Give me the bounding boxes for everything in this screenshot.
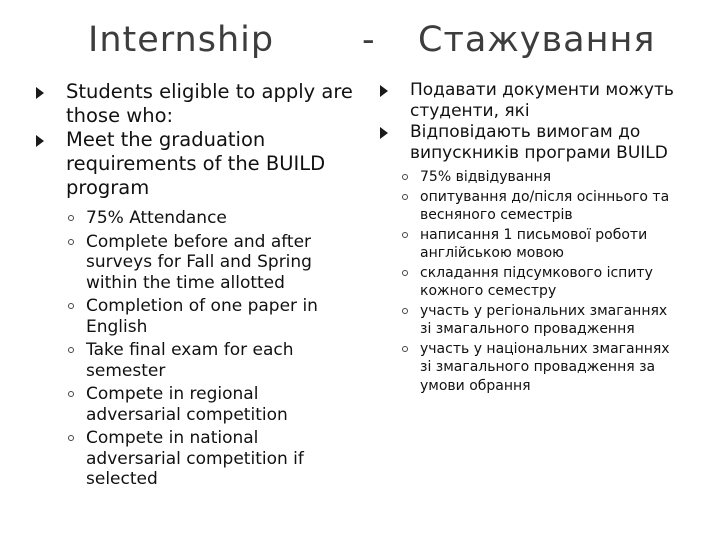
bullet-eligibility [36, 80, 356, 128]
list-item [400, 340, 680, 396]
requirements-list-ua [380, 168, 680, 395]
ring-bullet-icon [402, 232, 408, 238]
list-item [400, 168, 680, 187]
ring-bullet-icon [402, 194, 408, 200]
list-item-text: Complete before and after surveys for Fall and Spring within the time allotted [86, 231, 312, 293]
ring-bullet-icon [68, 347, 74, 353]
list-item [400, 264, 680, 301]
list-item [66, 232, 356, 294]
list-item [66, 384, 356, 425]
title-english: Internship [88, 20, 275, 60]
list-item-text: 75% Attendance [86, 208, 227, 228]
list-item-text: написання 1 письмової роботи англійською мовою [420, 226, 648, 261]
list-item-text: Completion of one paper in English [86, 296, 318, 337]
ukrainian-column [380, 80, 680, 396]
list-item-text: Compete in regional adversarial competition [86, 384, 288, 425]
ring-bullet-icon [402, 346, 408, 352]
ring-bullet-icon [68, 435, 74, 441]
list-item-text: Compete in national adversarial competition if selected [86, 428, 304, 489]
list-item [400, 302, 680, 339]
arrow-bullet-icon [36, 135, 44, 147]
ring-bullet-icon [402, 308, 408, 314]
bullet-text: Meet the graduation requirements of the BUILD program [66, 128, 326, 199]
title-ukrainian: Стажування [418, 20, 656, 60]
slide-title [0, 20, 720, 70]
bullet-text: Students eligible to apply are those who: [66, 80, 353, 127]
list-item-text: Take final exam for each semester [86, 340, 294, 381]
bullet-requirements-ua [380, 122, 680, 164]
list-item [66, 340, 356, 381]
list-item-text: складання підсумкового іспиту кожного семестру [420, 264, 653, 299]
english-column [36, 80, 356, 493]
list-item [66, 296, 356, 337]
list-item [400, 226, 680, 263]
ring-bullet-icon [68, 215, 74, 221]
list-item [66, 428, 356, 490]
ring-bullet-icon [68, 239, 74, 245]
bullet-text: Подавати документи можуть студенти, які [410, 80, 674, 121]
list-item-text: участь у національних змаганнях зі змагального провадження за умови обрання [420, 340, 670, 394]
ring-bullet-icon [68, 303, 74, 309]
list-item-text: 75% відвідування [420, 169, 552, 185]
arrow-bullet-icon [36, 87, 44, 99]
bullet-text: Відповідають вимогам до випускників програми BUILD [410, 122, 668, 163]
arrow-bullet-icon [380, 85, 388, 97]
ring-bullet-icon [402, 270, 408, 276]
arrow-bullet-icon [380, 127, 388, 139]
bullet-requirements [36, 128, 356, 200]
bullet-eligibility-ua [380, 80, 680, 122]
list-item-text: участь у регіональних змаганнях зі змагального провадження [420, 302, 668, 337]
requirements-list [36, 208, 356, 490]
ring-bullet-icon [402, 174, 408, 180]
title-separator: - [362, 20, 376, 60]
ring-bullet-icon [68, 391, 74, 397]
list-item-text: опитування до/після осіннього та весняного семестрів [420, 188, 670, 223]
list-item [66, 208, 356, 229]
list-item [400, 188, 680, 225]
